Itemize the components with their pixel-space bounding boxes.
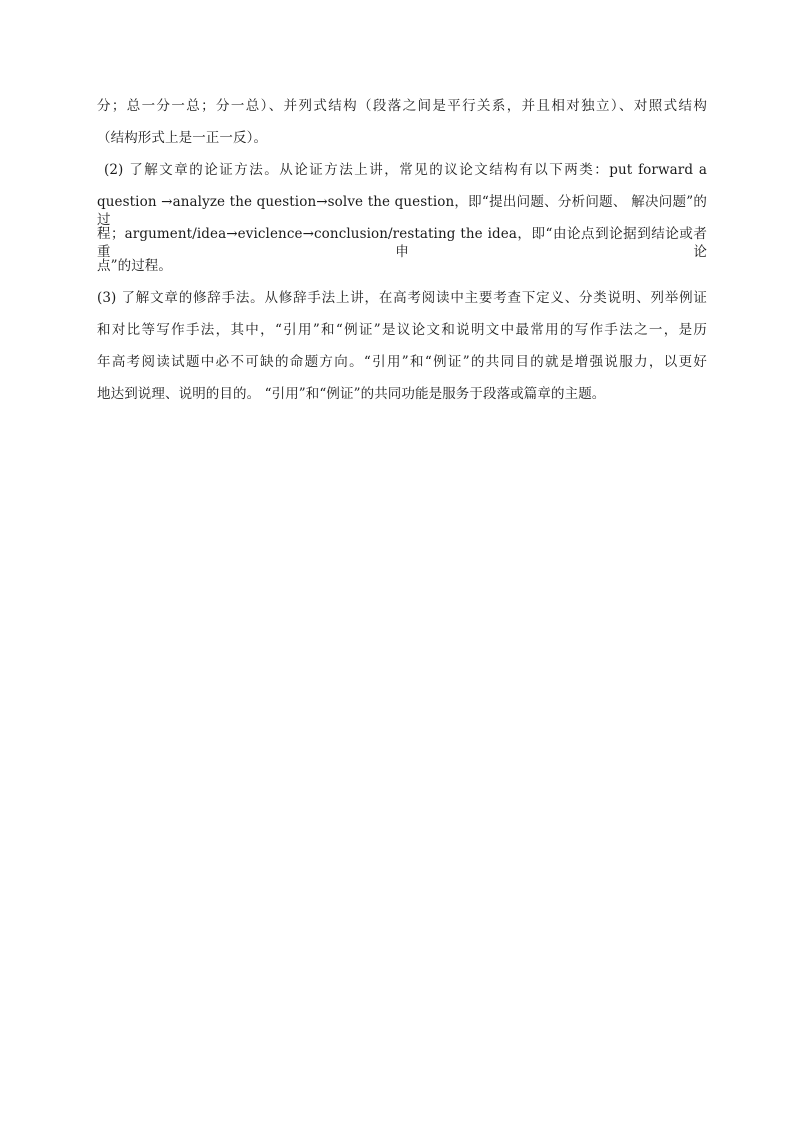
paragraph-line-7: (3) 了解文章的修辞手法。从修辞手法上讲，在高考阅读中主要考查下定义、分类说明、列举例证	[97, 290, 707, 306]
paragraph-line-9: 年高考阅读试题中必不可缺的命题方向。“引用”和“例证”的共同目的就是增强说服力，以更好	[97, 354, 707, 370]
paragraph-line-6: 点”的过程。	[97, 258, 173, 274]
paragraph-line-10: 地达到说理、说明的目的。 “引用”和“例证”的共同功能是服务于段落或篇章的主题。	[97, 386, 606, 402]
paragraph-line-5: 程；argument/idea→eviclence→conclusion/restating the idea，即“由论点到论据到结论或者重申论	[97, 226, 707, 260]
paragraph-line-1: 分；总一分一总；分一总）、并列式结构（段落之间是平行关系，并且相对独立）、对照式结构	[97, 98, 707, 114]
paragraph-line-4: question →analyze the question→solve the question，即“提出问题、分析问题、 解决问题”的过	[97, 194, 707, 228]
paragraph-line-8: 和对比等写作手法，其中，“引用”和“例证”是议论文和说明文中最常用的写作手法之一，是历	[97, 322, 707, 338]
paragraph-line-3: (2) 了解文章的论证方法。从论证方法上讲，常见的议论文结构有以下两类：put forward a	[104, 162, 707, 178]
paragraph-line-2: （结构形式上是一正一反）。	[97, 130, 268, 146]
